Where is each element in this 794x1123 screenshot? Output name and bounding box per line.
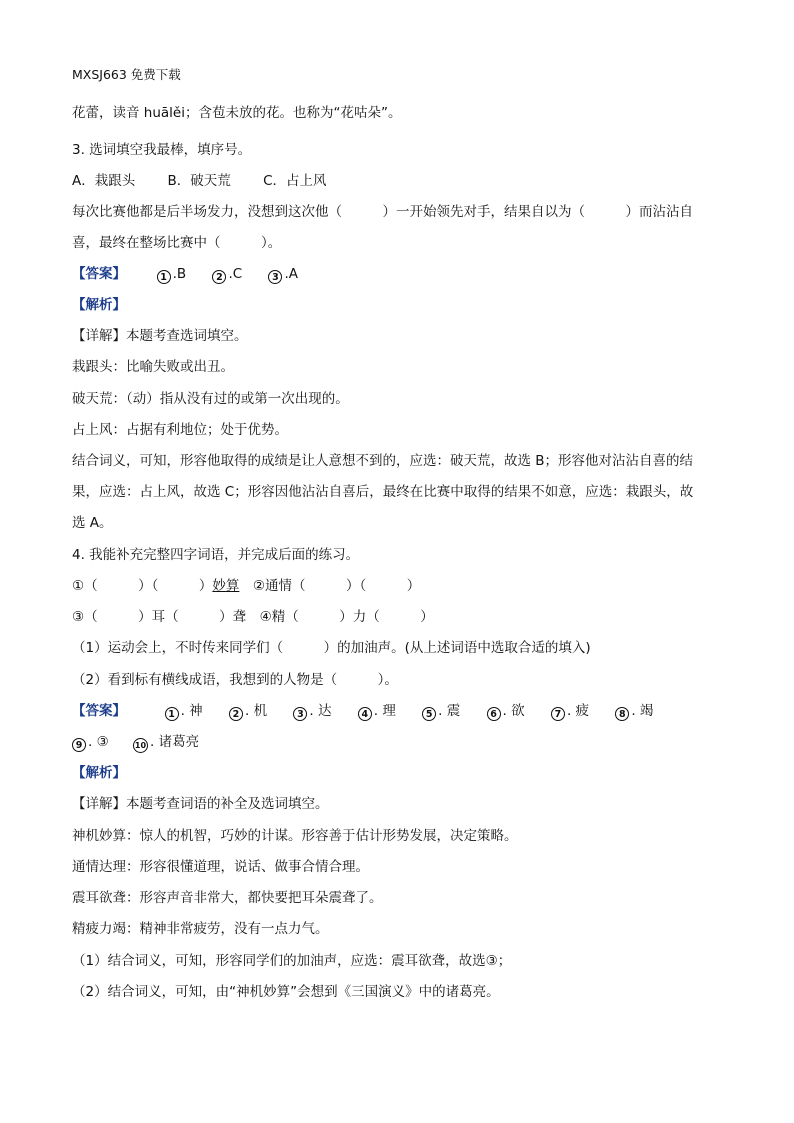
option-b: B．破天荒 bbox=[167, 173, 231, 189]
explanation-line: 栽跟头：比喻失败或出丑。 bbox=[72, 359, 234, 375]
question-4-answer-continued bbox=[72, 733, 732, 753]
explanation-line: 神机妙算：惊人的机智，巧妙的计谋。形容善于估计形势发展，决定策略。 bbox=[72, 828, 518, 844]
explanation-line: 选 A。 bbox=[72, 515, 113, 531]
option-c: C．占上风 bbox=[263, 173, 327, 189]
question-3-options bbox=[72, 172, 732, 190]
text-line: 花蕾，读音 huālěi；含苞未放的花。也称为“花咕朵”。 bbox=[72, 105, 402, 121]
underlined-idiom: 妙算 bbox=[212, 578, 240, 594]
circled-number: 1 bbox=[165, 707, 179, 721]
circled-number: 6 bbox=[487, 707, 501, 721]
circled-number: 3 bbox=[293, 707, 307, 721]
circled-number: 2 bbox=[229, 707, 243, 721]
question-3-title: 3. 选词填空我最棒，填序号。 bbox=[72, 142, 252, 158]
question-4-title: 4. 我能补充完整四字词语，并完成后面的练习。 bbox=[72, 547, 360, 563]
option-a: A．栽跟头 bbox=[72, 173, 136, 189]
explanation-line: 破天荒：（动）指从没有过的或第一次出现的。 bbox=[72, 391, 349, 407]
answer-item: 5 . 震 bbox=[422, 702, 460, 721]
page-header: MXSJ663 免费下载 bbox=[72, 67, 181, 82]
question-4-row-2: ③（ ）耳（ ）聋 ④精（ ）力（ ） bbox=[72, 609, 434, 625]
answer-item: 2 .C bbox=[212, 265, 242, 284]
question-4-answer bbox=[72, 702, 732, 721]
answer-item: 6 . 欲 bbox=[487, 702, 525, 721]
explanation-line: 结合词义，可知，形容他取得的成绩是让人意想不到的，应选：破天荒，故选 B；形容他对沾沾自喜的结 bbox=[72, 453, 694, 469]
explanation-line: 通情达理：形容很懂道理，说话、做事合情合理。 bbox=[72, 859, 369, 875]
question-4-row-1: ①（ ）（ ）妙算 ②通情（ ）（ ） bbox=[72, 578, 421, 594]
answer-label: 【答案】 bbox=[72, 703, 126, 719]
question-4-part-2: （2）看到标有横线成语，我想到的人物是（ ）。 bbox=[72, 672, 398, 688]
answer-item: 1 . 神 bbox=[165, 702, 203, 721]
question-3-detail: 【详解】本题考查选词填空。 bbox=[72, 328, 248, 344]
answer-item: 1 .B bbox=[157, 265, 187, 284]
answer-item: 9 . ③ bbox=[72, 733, 109, 752]
circled-number: 5 bbox=[422, 707, 436, 721]
question-3-answer bbox=[72, 265, 732, 284]
answer-item: 10 . 诸葛亮 bbox=[133, 733, 199, 753]
explanation-line: 震耳欲聋：形容声音非常大，都快要把耳朵震聋了。 bbox=[72, 890, 383, 906]
circled-number: 10 bbox=[133, 738, 148, 753]
circled-number: 3 bbox=[268, 270, 282, 284]
circled-number: 4 bbox=[358, 707, 372, 721]
circled-number: 2 bbox=[212, 270, 226, 284]
explanation-line: 果，应选：占上风，故选 C；形容因他沾沾自喜后，最终在比赛中取得的结果不如意，应选：栽跟头，故 bbox=[72, 484, 694, 500]
analysis-label: 【解析】 bbox=[72, 297, 126, 313]
explanation-line: 占上风：占据有利地位；处于优势。 bbox=[72, 422, 288, 438]
circled-number: 7 bbox=[551, 707, 565, 721]
answer-item: 4 . 理 bbox=[358, 702, 396, 721]
answer-item: 3 . 达 bbox=[293, 702, 331, 721]
circled-number: 1 bbox=[157, 270, 171, 284]
question-4-part-1: （1）运动会上，不时传来同学们（ ）的加油声。(从上述词语中选取合适的填入) bbox=[72, 640, 591, 656]
answer-item: 7 . 疲 bbox=[551, 702, 589, 721]
question-3-stem-line-2: 喜，最终在整场比赛中（ ）。 bbox=[72, 235, 282, 251]
question-4-detail: 【详解】本题考查词语的补全及选词填空。 bbox=[72, 796, 329, 812]
analysis-label: 【解析】 bbox=[72, 765, 126, 781]
explanation-line: 精疲力竭：精神非常疲劳，没有一点力气。 bbox=[72, 921, 329, 937]
answer-label: 【答案】 bbox=[72, 266, 126, 282]
circled-number: 9 bbox=[72, 738, 86, 752]
circled-number: 8 bbox=[615, 707, 629, 721]
answer-item: 2 . 机 bbox=[229, 702, 267, 721]
explanation-line: （1）结合词义，可知，形容同学们的加油声，应选：震耳欲聋，故选③； bbox=[72, 953, 512, 969]
answer-item: 8 . 竭 bbox=[615, 702, 653, 721]
explanation-line: （2）结合词义，可知，由“神机妙算”会想到《三国演义》中的诸葛亮。 bbox=[72, 984, 500, 1000]
question-3-stem-line-1: 每次比赛他都是后半场发力，没想到这次他（ ）一开始领先对手，结果自以为（ ）而沾沾自 bbox=[72, 204, 693, 220]
answer-item: 3 .A bbox=[268, 265, 298, 284]
